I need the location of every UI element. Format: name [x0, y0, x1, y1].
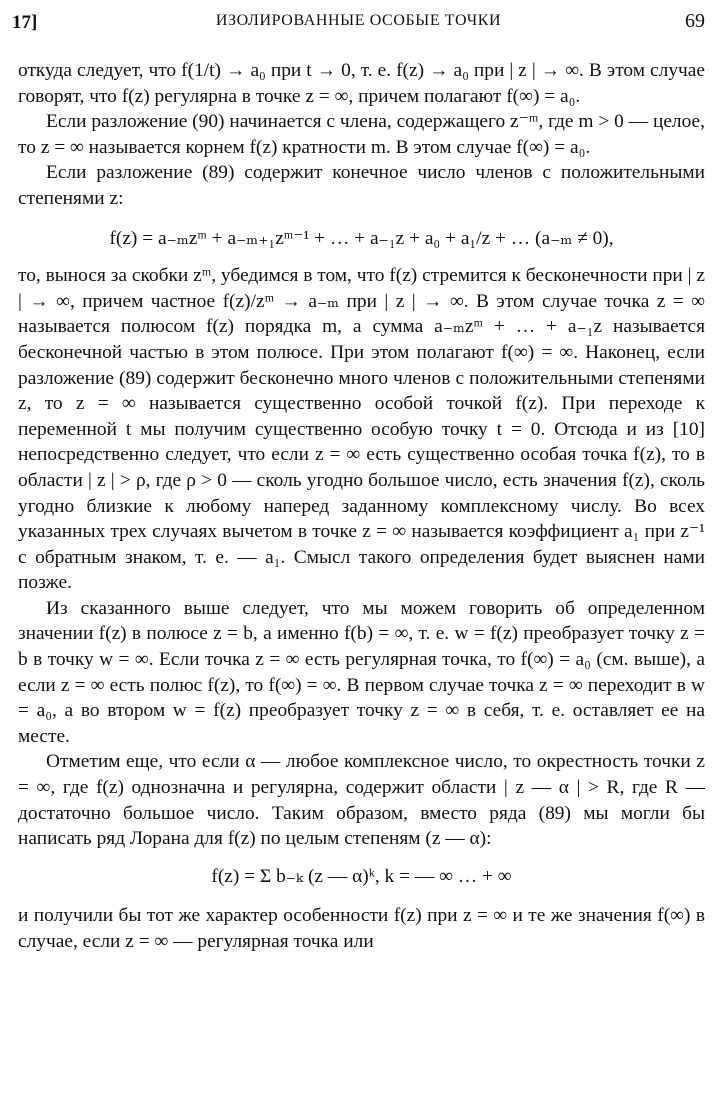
paragraph-4: то, вынося за скобки zᵐ, убедимся в том, что f(z) стремится к бесконечности при | z | → ∞, причем частное f(z)/zᵐ → a₋ₘ при | z | → ∞. В этом случае точка z = ∞ называется полюсом f(z) порядка m, а сумма a₋ₘzᵐ + … + a₋₁z называется бесконечной частью в этом полюсе. При этом полагают f(∞) = ∞. Наконец, если разложение (89) содержит бесконечно много членов с положительными степенями z, то z = ∞ называется существенно особой точкой f(z). При переходе к переменной t мы получим существенно особую точку t = 0. Отсюда и из [10] непосредственно следует, что если z = ∞ есть существенно особая точка f(z), то в области | z | > ρ, где ρ > 0 — сколь угодно большое число, есть значения f(z), сколь угодно близкие к любому наперед заданному комплексному числу. Во всех указанных трех случаях вычетом в точке z = ∞ называется коэффициент a₁ при z⁻¹ с обратным знаком, т. е. — a₁. Смысл такого определения будет выяснен нами позже.: [18, 265, 705, 594]
paragraph-6: Отметим еще, что если α — любое комплексное число, то окрестность точки z = ∞, где f(z) однозначна и регулярна, содержит области | z — α | > R, где R — достаточно большое число. Таким образом, вместо ряда (89) мы могли бы написать ряд Лорана для f(z) по целым степеням (z — α):: [18, 751, 705, 850]
section-number: 17]: [12, 12, 38, 33]
page-body: [18, 58, 705, 955]
formula-laurent-series-alpha: f(z) = Σ b₋ₖ (z — α)ᵏ, k = — ∞ … + ∞: [211, 865, 512, 887]
running-title: ИЗОЛИРОВАННЫЕ ОСОБЫЕ ТОЧКИ: [215, 12, 502, 29]
page-number: 69: [685, 10, 705, 32]
formula-laurent-expansion: f(z) = a₋ₘzᵐ + a₋ₘ₊₁zᵐ⁻¹ + … + a₋₁z + a₀ + a₁/z + … (a₋ₘ ≠ 0),: [109, 227, 614, 249]
paragraph-2: Если разложение (90) начинается с члена, содержащего z⁻ᵐ, где m > 0 — целое, то z = ∞ называется корнем f(z) кратности m. В этом случае f(∞) = a₀.: [18, 111, 705, 158]
paragraph-3: Если разложение (89) содержит конечное число членов с положительными степенями z:: [18, 162, 705, 209]
paragraph-7: и получили бы тот же характер особенности f(z) при z = ∞ и те же значения f(∞) в случае, если z = ∞ — регулярная точка или: [18, 905, 705, 952]
running-header: [12, 10, 705, 38]
paragraph-5: Из сказанного выше следует, что мы можем говорить об определенном значении f(z) в полюсе z = b, а именно f(b) = ∞, т. е. w = f(z) преобразует точку z = b в точку w = ∞. Если точка z = ∞ есть регулярная точка, то f(∞) = a₀ (см. выше), а если z = ∞ есть полюс f(z), то f(∞) = ∞. В первом случае точка z = ∞ переходит в w = a₀, а во втором w = f(z) преобразует точку z = ∞ в себя, т. е. оставляет ее на месте.: [18, 597, 705, 747]
paragraph-1: откуда следует, что f(1/t) → a₀ при t → 0, т. е. f(z) → a₀ при | z | → ∞. В этом случае говорят, что f(z) регулярна в точке z = ∞, причем полагают f(∞) = a₀.: [18, 60, 705, 107]
